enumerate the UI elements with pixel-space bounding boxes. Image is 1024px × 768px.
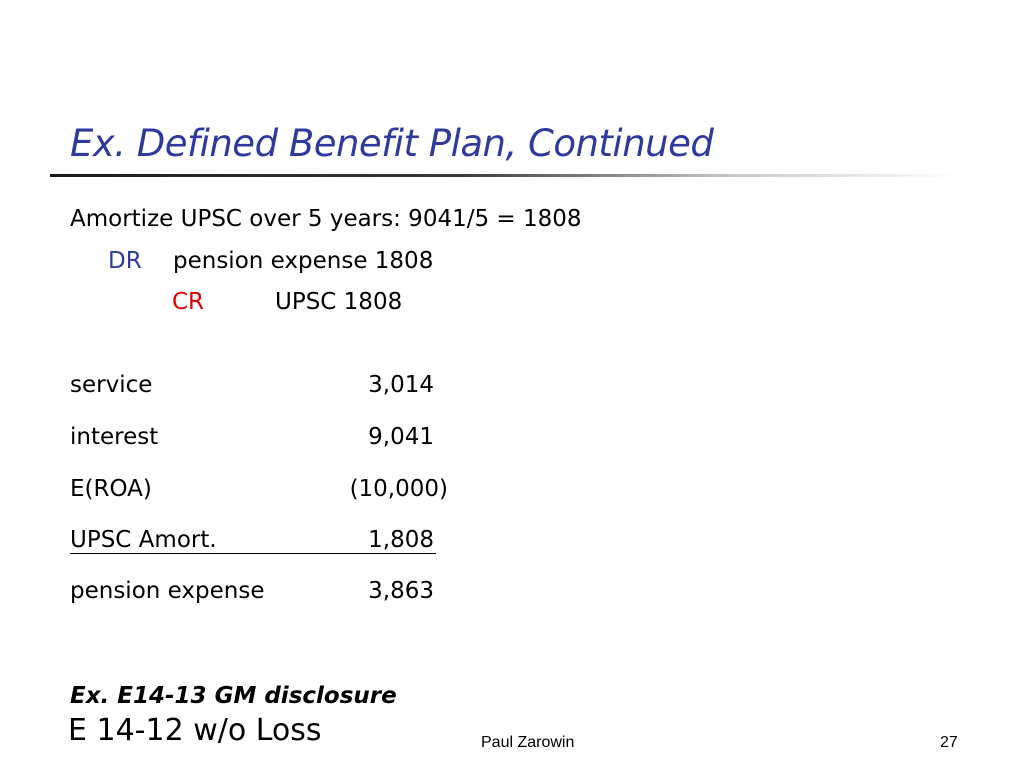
page-number: 27 (940, 734, 958, 751)
row-value-pension-expense: 3,863 (368, 578, 434, 604)
row-label-service: service (70, 372, 153, 398)
row-value-eroa: (10,000) (349, 476, 448, 502)
row-label-upsc-amort: UPSC Amort. (70, 527, 217, 553)
gm-disclosure-heading: Ex. E14-13 GM disclosure (70, 683, 397, 709)
debit-entry: pension expense 1808 (173, 248, 434, 274)
credit-entry: UPSC 1808 (275, 289, 403, 315)
row-value-upsc-amort: 1,808 (368, 527, 434, 553)
exercise-caption: E 14-12 w/o Loss (68, 713, 322, 748)
footer-author: Paul Zarowin (481, 734, 575, 751)
row-label-pension-expense: pension expense (70, 578, 265, 604)
amortize-line: Amortize UPSC over 5 years: 9041/5 = 1808 (70, 206, 582, 232)
title-divider (50, 174, 960, 177)
row-value-interest: 9,041 (368, 424, 434, 450)
row-label-interest: interest (70, 424, 159, 450)
debit-label: DR (108, 248, 142, 274)
row-label-eroa: E(ROA) (70, 476, 152, 502)
slide-title: Ex. Defined Benefit Plan, Continued (70, 122, 714, 165)
credit-label: CR (172, 289, 205, 315)
row-value-service: 3,014 (368, 372, 434, 398)
